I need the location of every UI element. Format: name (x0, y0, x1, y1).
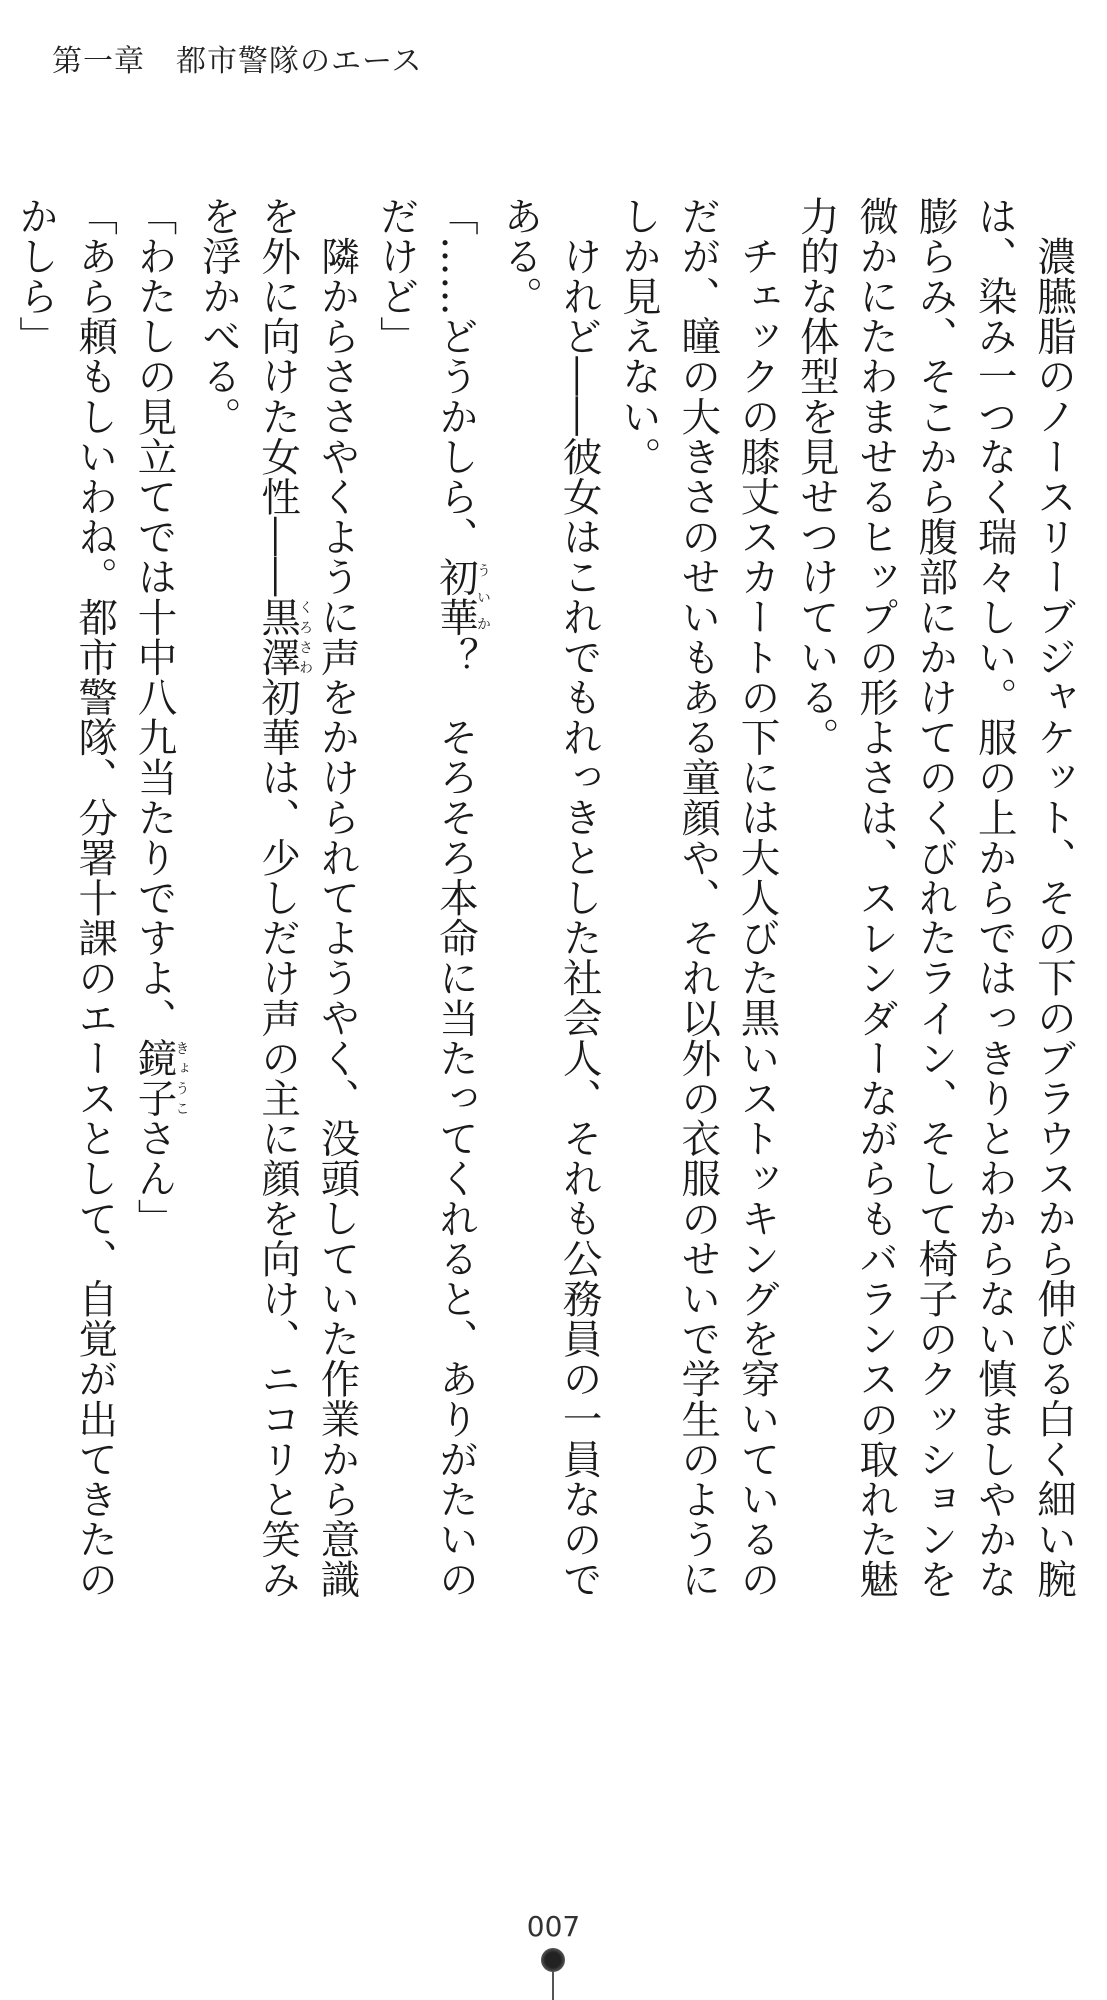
ruby-name (255, 597, 314, 678)
ruby-base: 黒澤 (255, 597, 302, 678)
ruby-reading: くろさわ (297, 597, 314, 678)
paragraph-text: 初華は、少しだけ声の主に顔を向け、ニコリと笑みを浮かべる。 (195, 196, 302, 1600)
ruby-reading: きょうこ (173, 1038, 190, 1119)
paragraph-text: 隣からささやくように声をかけられてようやく、没頭していた作業から意識を外に向けた女性―― (255, 196, 361, 1599)
body-text (12, 196, 1083, 1626)
paragraph (189, 196, 367, 1626)
dialogue-line (366, 196, 490, 1626)
paragraph (0, 196, 6, 1626)
ruby-name (433, 556, 492, 638)
paragraph: 濃臙脂のノースリーブジャケット、その下のブラウスから伸びる白く細い腕は、染み一つなく瑞々しい。服の上からではっきりとわからない慎ましやかな膨らみ、そこから腹部にかけてのくびれたライン、そして椅子のクッションを微かにたわませるヒップの形よさは、スレンダーながらもバランスの取れた魅力的な体型を見せつけている。 (793, 196, 1077, 1600)
paragraph: けれど――彼女はこれでもれっきとした社会人、それも公務員の一員なのである。 (497, 196, 603, 1599)
dialogue-line (124, 196, 188, 1626)
ruby-reading: ういか (475, 556, 492, 638)
ruby-base: 初華 (433, 556, 480, 638)
paragraph: チェックの膝丈スカートの下には大人びた黒いストッキングを穿いているのだが、瞳の大きさのせいもある童顔や、それ以外の衣服のせいで学生のようにしか見えない。 (615, 196, 781, 1600)
dialogue-text: 「わたしの見立てでは十中八九当たりですよ、 (131, 196, 178, 1039)
dialogue-text: 「……どうかしら、 (433, 196, 480, 557)
page-number: 007 (526, 1910, 581, 1943)
dialogue-text: さん」 (131, 1118, 178, 1239)
running-head: 第一章 都市警隊のエース (52, 44, 423, 79)
dialogue-text: ？ そろそろ本命に当たってくれると、ありがたいのだけど」 (373, 196, 480, 1600)
ruby-name (131, 1038, 190, 1119)
ruby-base: 鏡子 (131, 1038, 178, 1119)
dialogue-line: 「あら頼もしいわね。都市警隊、分署十課のエースとして、自覚が出てきたのかしら」 (12, 196, 119, 1600)
folio-ornament-icon (552, 1950, 554, 2000)
